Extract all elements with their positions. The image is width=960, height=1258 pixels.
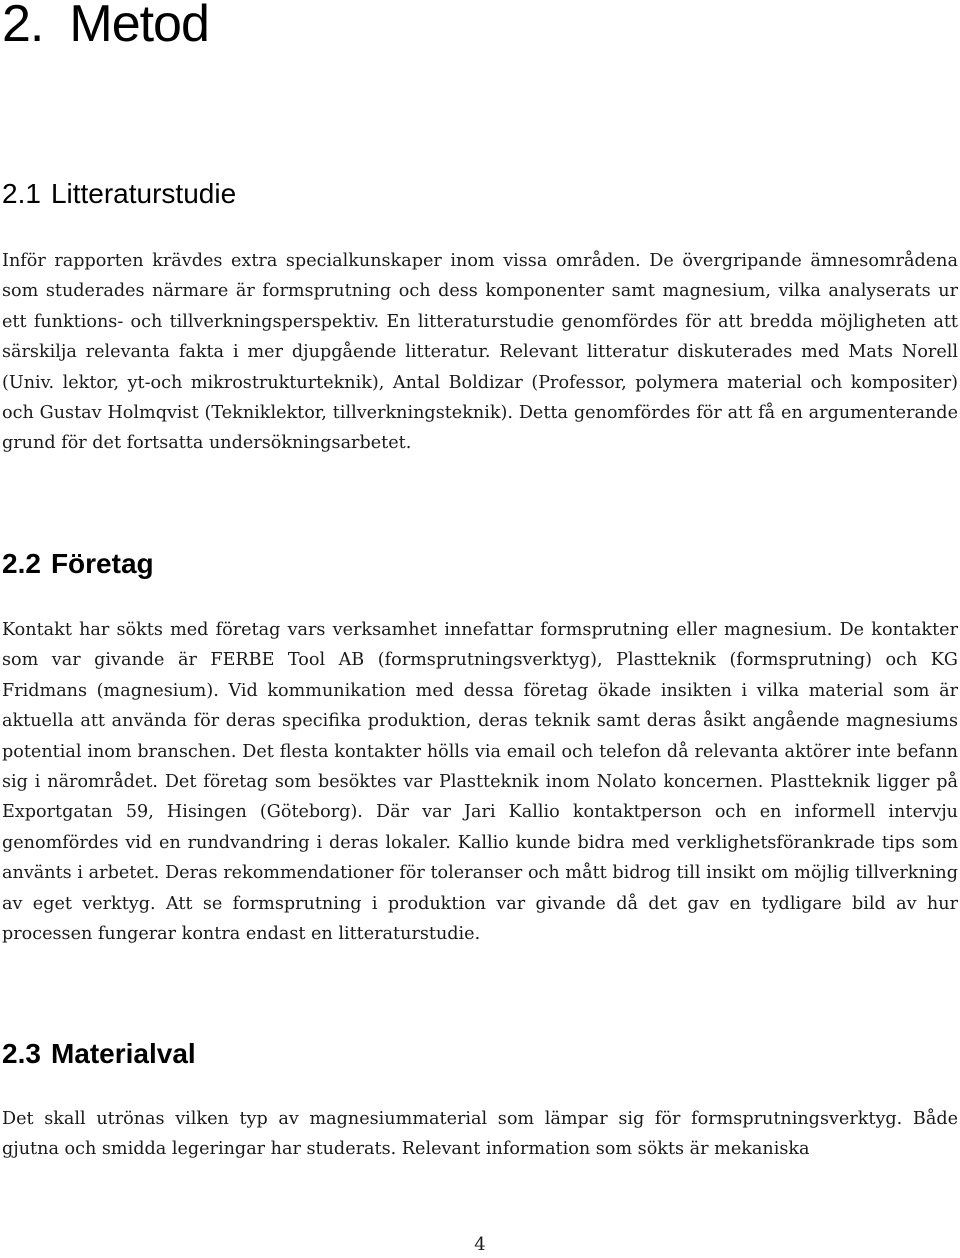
section-heading-2-1	[2, 176, 236, 212]
chapter-heading	[2, 0, 209, 56]
section-paragraph-2-1: Inför rapporten krävdes extra specialkunskaper inom vissa områden. De övergripande ämnesområdena som studerades närmare är formsprutning och dess komponenter samt magnesium, vilka analyserats ur ett funktions- och tillverkningsperspektiv. En litteraturstudie genomfördes för att bredda möjligheten att särskilja relevanta fakta i mer djupgående litteratur. Relevant litteratur diskuterades med Mats Norell (Univ. lektor, yt-och mikrostrukturteknik), Antal Boldizar (Professor, polymera material och kompositer) och Gustav Holmqvist (Tekniklektor, tillverkningsteknik). Detta genomfördes för att få en argumenterande grund för det fortsatta undersökningsarbetet.	[2, 251, 958, 454]
section-title: Företag	[50, 548, 154, 579]
section-title: Litteraturstudie	[50, 178, 237, 209]
section-heading-2-3	[2, 1036, 196, 1072]
section-title: Materialval	[50, 1038, 196, 1069]
section-number: 2.2	[2, 548, 41, 579]
section-number: 2.1	[2, 178, 41, 209]
page-number: 4	[474, 1234, 486, 1255]
section-paragraph-2-2: Kontakt har sökts med företag vars verksamhet innefattar formsprutning eller magnesium. De kontakter som var givande är FERBE Tool AB (formsprutningsverktyg), Plastteknik (formsprutning) och KG Fridmans (magnesium). Vid kommunikation med dessa företag ökade insikten i vilka material som är aktuella att använda för deras specifika produktion, deras teknik samt deras åsikt angående magnesiums potential inom branschen. Det flesta kontakter hölls via email och telefon då relevanta aktörer inte befann sig i närområdet. Det företag som besöktes var Plastteknik inom Nolato koncernen. Plastteknik ligger på Exportgatan 59, Hisingen (Göteborg). Där var Jari Kallio kontaktperson och en informell intervju genomfördes vid en rundvandring i deras lokaler. Kallio kunde bidra med verklighetsförankrade tips som använts i arbetet. Deras rekommendationer för toleranser och mått bidrog till insikt om möjlig tillverkning av eget verktyg. Att se formsprutning i produktion var givande då det gav en tydligare bild av hur processen fungerar kontra endast en litteraturstudie.	[2, 620, 958, 945]
section-paragraph-2-3: Det skall utrönas vilken typ av magnesiummaterial som lämpar sig för formsprutningsverktyg. Både gjutna och smidda legeringar har studerats. Relevant information som sökts är mekaniska	[2, 1109, 958, 1160]
chapter-title: Metod	[69, 0, 209, 53]
section-heading-2-2	[2, 546, 154, 582]
section-number: 2.3	[2, 1038, 41, 1069]
chapter-number: 2.	[2, 0, 44, 53]
